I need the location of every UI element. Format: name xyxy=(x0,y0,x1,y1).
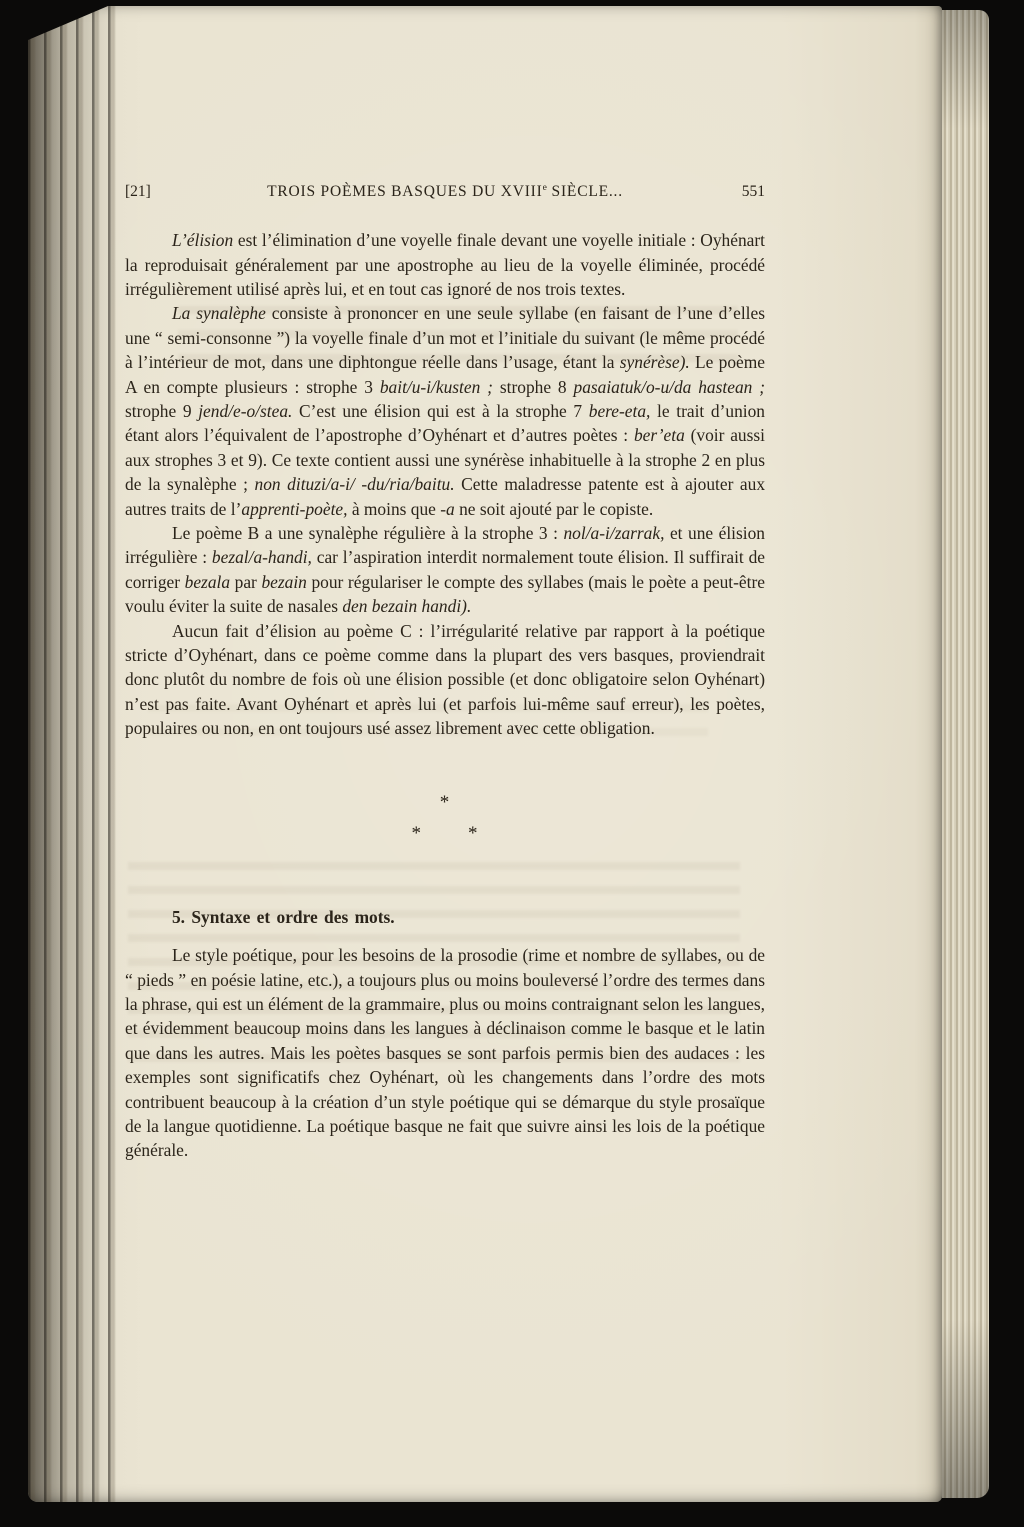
paragraph: Le style poétique, pour les besoins de la prosodie (rime et nombre de syllabes, ou de “ pieds ” en poésie latine, etc.), a toujours plus ou moins bouleversé l’ordre des termes dans la phrase, qui est un élément de la grammaire, plus ou moins contraignant selon les langues, et évidemment beaucoup moins dans les langues à déclinaison comme le basque et le latin que dans les autres. Mais les poètes basques se sont parfois permis bien des audaces : les exemples sont significatifs chez Oyhénart, où les changements dans l’ordre des mots contribuent beaucoup à la création d’un style poétique qui se démarque du style prosaïque de la langue quotidienne. La poétique basque ne fait que suivre ainsi les lois de la poétique générale. xyxy=(125,945,765,1161)
paragraph: L’élision est l’élimination d’une voyelle finale devant une voyelle initiale : Oyhénart la reproduisait généralement par une apostrophe au lieu de la voyelle éliminée, procédé irrégulièrement utilisé après lui, et en tout cas ignoré de nos trois textes. xyxy=(125,230,765,299)
book-page xyxy=(28,6,942,1502)
running-title-main: TROIS POÈMES BASQUES DU XVIII xyxy=(267,183,543,201)
running-header xyxy=(125,182,765,201)
page-number: 551 xyxy=(741,183,765,201)
section-heading: 5. Syntaxe et ordre des mots. xyxy=(171,906,395,927)
page-stack-fore-edge xyxy=(942,10,989,1498)
asterisk-divider: * * * xyxy=(411,791,479,844)
ordinal-superscript: e xyxy=(542,182,547,193)
paragraph: Aucun fait d’élision au poème C : l’irrégularité relative par rapport à la poétique stricte d’Oyhénart, dans ce poème comme dans la plupart des vers basques, proviendrait donc plutôt du nombre de fois où une élision possible (et donc obligatoire selon Oyhénart) n’est pas faite. Avant Oyhénart et après lui (et parfois lui-même sauf erreur), les poètes, populaires ou non, en ont toujours usé assez librement avec cette obligation. xyxy=(125,620,765,739)
running-title-rest: SIÈCLE... xyxy=(546,183,623,201)
paragraph: Le poème B a une synalèphe régulière à la strophe 3 : nol/a-i/zarrak, et une élision irrégulière : bezal/a-handi, car l’aspiration interdit normalement toute élision. Il suffirait de corriger bezala par bezain pour régulariser le compte des syllabes (mais le poète a peut-être voulu éviter la suite de nasales den bezain handi). xyxy=(125,523,766,617)
page-corner-fold xyxy=(28,6,108,40)
running-title xyxy=(195,182,695,201)
typeset-content xyxy=(125,182,765,1163)
body-text xyxy=(125,228,765,1163)
binding-gutter-shadow xyxy=(28,6,118,1502)
paragraph: La synalèphe consiste à prononcer en une seule syllabe (en faisant de l’une d’elles une “ semi-consonne ”) la voyelle finale d’un mot et l’initiale du suivant (le même procédé à l’intérieur de mot, dans une diphtongue réelle dans l’usage, étant la synérèse). Le poème A en compte plusieurs : strophe 3 bait/u-i/kusten ; strophe 8 pasaiatuk/o-u/da hastean ; strophe 9 jend/e-o/stea. C’est une élision qui est à la strophe 7 bere-eta, le trait d’union étant alors l’équivalent de l’apostrophe d’Oyhénart et d’autres poètes : ber’eta (voir aussi aux strophes 3 et 9). Ce texte contient aussi une synérèse inhabituelle à la strophe 2 en plus de la synalèphe ; non dituzi/a-i/ -du/ria/baitu. Cette maladresse patente est à ajouter aux autres traits de l’apprenti-poète, à moins que -a ne soit ajouté par le copiste. xyxy=(125,303,766,519)
article-section-number: [21] xyxy=(125,183,151,201)
